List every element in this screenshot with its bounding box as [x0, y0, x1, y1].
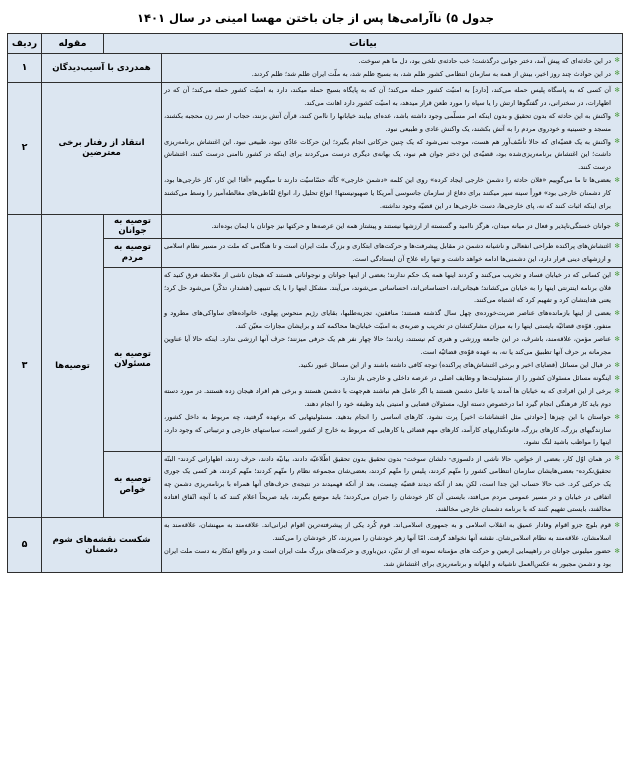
statement-text: در این حادثه‌ای که پیش آمد، دختر جوانی درگذشت؛ خب حادثه‌ی تلخی بود، دل ما هم سوخت. — [358, 56, 611, 65]
asterisk-bullet-icon — [616, 71, 620, 75]
statement-text: این کسانی که در خیابان فساد و تخریب می‌کنند و کردند اینها همه یک حکم ندارند؛ بعضی از اینها جوانان و نوجوانانی هستند که هیجان ناشی از ملاحظه فرق کنید که فلان برنامه اینترنتی اینها را به خیابان می‌کشاند؛ هیجانی‌اند، احساساتی‌اند، احساساتی می‌شوند، می‌آیند. مشکل اینها را با یک تنبیهی (هشدار، تذکّر) می‌شود حل کرد؛ یعنی هدایتشان کرد و تفهیم کرد که اشتباه می‌کنند. — [164, 270, 611, 305]
statement-text: برخی از این افرادی که به خیابان ها آمدند یا عامل دشمن هستند یا اگر عامل هم نباشند هم‌جهت با دشمن هستند و برخی هم افراد هیجان زده هستند. در مورد دسته دوم باید کار فرهنگی انجام گیرد اما درخصوص دسته اول، مسئولان قضایی و امنیتی باید وظیفه خود را انجام دهند. — [164, 387, 611, 409]
statement-text: اینگونه مسائل مسئولان کشور را از مسئولیت‌ها و وظایف اصلی در عرصه داخلی و خارجی باز ندارد. — [340, 374, 611, 383]
statement-item — [164, 372, 620, 385]
row-number-cell: ۵ — [7, 518, 41, 573]
category-cell: همدردی با آسیب‌دیدگان — [41, 53, 161, 82]
page-title: جدول ۵) ناآرامی‌ها پس از جان باختن مهسا امینی در سال ۱۴۰۱ — [136, 11, 495, 25]
subcategory-cell: توصیه به جوانان — [103, 214, 161, 238]
statement-list — [164, 240, 620, 265]
statement-item — [164, 55, 620, 68]
asterisk-bullet-icon — [616, 139, 620, 143]
statements-cell — [162, 239, 623, 268]
statements-cell — [162, 53, 623, 82]
statement-text: واکنش به این حادثه که بدون تحقیق و بدون اینکه امر مسلّمی وجود داشته باشد، عده‌ای بیایند خیابانها را ناامن کنند، قرآن آتش بزنند، حجاب از سر زن محجبه بکشند، مسجد و حسینیه و خودروی مردم را به آتش بکشند، یک واکنش عادی و طبیعی نبود. — [164, 111, 611, 133]
asterisk-bullet-icon — [616, 456, 620, 460]
statement-item — [164, 220, 620, 233]
asterisk-bullet-icon — [616, 244, 620, 248]
column-header-maqule: مقوله — [41, 33, 103, 53]
statement-item — [164, 174, 620, 212]
asterisk-bullet-icon — [616, 178, 620, 182]
statement-item — [164, 359, 620, 372]
statement-list — [164, 220, 620, 233]
statement-item — [164, 307, 620, 332]
row-number-cell: ۲ — [7, 83, 41, 215]
table-row — [7, 214, 622, 238]
statement-text: اغتشاش‌های پراکنده طراحی انفعالی و ناشیانه دشمن در مقابل پیشرفت‌ها و حرکت‌های ابتکاری و بزرگ ملت ایران است و تا هنگامی که ملت در مسیر نظام اسلامی و ارزشهای دینی قرار دارد، این دشمنی‌ها ادامه خواهد داشت و تنها راه علاج آن ایستادگی است. — [164, 242, 611, 263]
statements-table — [7, 33, 623, 573]
statement-item — [164, 411, 620, 449]
statement-item — [164, 110, 620, 135]
asterisk-bullet-icon — [616, 272, 620, 276]
statement-item — [164, 385, 620, 410]
statement-text: جوانان خستگی‌ناپذیر و فعال در میانه میدان، هرگز ناامید و گسسته از ارزشها نیستند و پیشتاز همه این عرصه‌ها و حرکتها نیز جوانان با ایمان بوده‌اند. — [211, 221, 611, 230]
statement-item — [164, 519, 620, 544]
statement-text: در این حوادث چند روز اخیر، بیش از همه به سازمان انتظامی کشور ظلم شد، به بسیج ظلم شد، به ملّت ایران ظلم شد؛ ظلم کردند. — [251, 69, 611, 78]
statement-list — [164, 453, 620, 516]
asterisk-bullet-icon — [616, 523, 620, 527]
statement-item — [164, 240, 620, 265]
category-cell: توصیه‌ها — [41, 214, 103, 518]
table-row — [7, 518, 622, 573]
subcategory-cell: توصیه به مردم — [103, 239, 161, 268]
asterisk-bullet-icon — [616, 113, 620, 117]
statement-item — [164, 453, 620, 516]
column-header-radif: ردیف — [7, 33, 41, 53]
statement-text: بعضی‌ها تا ما می‌گوییم «فلان حادثه را دشمن خارجی ایجاد کرده» روی این کلمه «دشمن خارجی» کأنّه حسّاسیّت دارند تا میگوییم «آقا! این کار، کار خارجی‌ها بود، کار دشمنان خارجی بود» فوراً سینه سپر میکنند برای دفاع از سازمان جاسوسی آمریکا یا صهیونیستها! انواع تحلیل را، انواع لفّاظی‌های مغالطه‌آمیز را وسط می‌کشند برای اینکه اثبات کنند که نه، پای خارجی‌ها، دست خارجی‌ها در این قضیّه وجود نداشته. — [164, 176, 611, 210]
asterisk-bullet-icon — [616, 337, 620, 341]
statements-cell — [162, 83, 623, 215]
statement-list — [164, 84, 620, 212]
statement-item — [164, 269, 620, 307]
statement-text: واکنش به یک قضیّه‌ای که حالا تأسّف‌آور هم هست، موجب نمی‌شود که یک چنین حرکاتی انجام بگیرد؛ این حرکات عادّی نبود، طبیعی نبود. این اغتشاش برنامه‌ریزی داشت؛ این اغتشاش برنامه‌ریزی‌شده بود، قضیّه‌ی این دختر جوان هم نبود، یک بهانه‌ی دیگری درست می‌کردند برای اینکه در کشور ناامنی درست کنند، اغتشاش درست کنند. — [164, 137, 611, 172]
statement-text: بعضی از اینها بازمانده‌های عناصر ضربت‌خورده‌ی چهل سال گذشته هستند: منافقین، تجزیه‌طلبها، بقایای رژیم منحوس پهلوی، خانواده‌های ساواکی‌های مطرود و منفور. قوّه‌ی قضائیّه بایستی اینها را به میزان مشارکتشان در تخریب و ضربه‌ی به امنیّت خیابان‌ها محاکمه کند و برایشان مجازات معیّن کند. — [164, 309, 611, 331]
statement-item — [164, 84, 620, 109]
statement-item — [164, 136, 620, 174]
row-number-cell: ۳ — [7, 214, 41, 518]
statement-item — [164, 545, 620, 570]
statements-cell — [162, 267, 623, 451]
category-cell: انتقاد از رفتار برخی معترضین — [41, 83, 161, 215]
table-header — [7, 33, 622, 53]
statement-text: آن کسی که به پاسگاه پلیس حمله می‌کند، [دارد] به امنیّت کشور حمله می‌کند؛ آن که به پایگاه بسیج حمله میکند، دارد به امنیّت کشور حمله می‌کند؛ آن که در اظهارات، در سخنرانی، در گفتگوها ارتش را یا سپاه را مورد طعن قرار میدهد، به امنیّت کشور دارد اهانت می‌کند. — [164, 86, 611, 107]
asterisk-bullet-icon — [616, 311, 620, 315]
statement-text: حواستان با این چیزها [حوادثی مثل اغتشاشات اخیر] پرت نشود. کارهای اساسی را انجام بدهید. مسئولیتهایی که برعهده گرفتید، چه مربوط به داخل کشور، سازندگیهای بزرگ، کارهای بزرگ، قانونگذاریهای کارآمد، کارهای مهم قضائی یا کارهایی که مربوط به خارج از کشور است، سیاستهای خارجی و ترتیباتی که وجود دارد، اینها را مواظب باشید لنگ نشود. — [164, 413, 611, 447]
column-header-bayanat: بیانات — [103, 33, 622, 53]
subcategory-cell: توصیه به مسئولان — [103, 267, 161, 451]
asterisk-bullet-icon — [616, 363, 620, 367]
statement-text: عناصر مؤمن، علاقه‌مند، باشرف، در این جامعه ورزشی و هنری کم نیستند، زیادند؛ حالا چهار نفر هم یک حرفی میزنند؛ حرف آنها ارزشی ندارد. اینکه حالا آیا عناوین مجرمانه بر حرف آنها تطبیق می‌کند یا نه، به عهده قوّه‌ی قضائیّه است. — [164, 335, 611, 356]
table-row — [7, 83, 622, 215]
asterisk-bullet-icon — [616, 88, 620, 92]
table-row — [7, 53, 622, 82]
statement-text: قوم بلوچ جزو اقوام وفادار عمیق به انقلاب اسلامی و به جمهوری اسلامی‌اند. قوم کُرد یکی از پیشرفته‌ترین اقوام ایرانی‌اند. علاقه‌مند به میهنشان، علاقه‌مند به اسلامشان، علاقه‌مند به نظام اسلامی‌شان. نقشه آنها نخواهد گرفت. امّا آنها زهر خودشان را میریزند، کار خودشان را می‌کنند. — [164, 521, 611, 543]
statements-cell — [162, 451, 623, 518]
statement-text: در قبال این مسائل (قضایای اخیر و برخی اغتشاش‌های پراکنده) توجه کافی داشته باشند و از این مسائل عبور نکنید. — [298, 361, 611, 370]
asterisk-bullet-icon — [616, 58, 620, 62]
statement-list — [164, 269, 620, 449]
statement-list — [164, 519, 620, 570]
table-body — [7, 53, 622, 572]
asterisk-bullet-icon — [616, 376, 620, 380]
table-header-row — [7, 33, 622, 53]
asterisk-bullet-icon — [616, 223, 620, 227]
asterisk-bullet-icon — [616, 549, 620, 553]
statements-cell — [162, 518, 623, 573]
row-number-cell: ۱ — [7, 53, 41, 82]
statement-list — [164, 55, 620, 81]
statement-item — [164, 68, 620, 81]
asterisk-bullet-icon — [616, 389, 620, 393]
statements-cell — [162, 214, 623, 238]
statement-text: حضور میلیونی جوانان در راهپیمایی اربعین و حرکت های مؤمنانه نمونه ای از تدیّن، دین‌باوری و حرکت‌های بزرگ ملت ایران است و در واقع ابتکار به دست ملت ایران بود و دشمن مجبور به عکس‌العمل ناشیانه و ابلهانه و برنامه‌ریزی برای اغتشاش شد. — [164, 547, 611, 568]
category-cell: شکست نقشه‌های شوم دشمنان — [41, 518, 161, 573]
statement-text: در همان اوّل کار، بعضی از خواص، حالا ناشی از دلسوزی- دلشان سوخت- بدون تحقیق بدون تحقیق اطّلاعیّه دادند، بیانیّه دادند، حرف زدند، اظهاراتی کردند- البتّه تحقیق‌نکرده- بعضی‌هایشان سازمان انتظامی کشور را متّهم کردند، پلیس را متّهم کردند، بعضی‌شان مجموعه نظام را متّهم کردند؛ متّهم کردند، هر کسی یک جوری یک حرکتی کرد. خب حالا حساب این جدا است، لکن بعد از آنکه دیدند قضیّه چیست، بعد از آنکه فهمیدند در نتیجه‌ی حرف‌های آنها همراه با برنامه‌ریزی دشمن چه اتفاقی در خیابان و در مسیر عمومی مردم می‌افتد، بایستی آن کار خودشان را جبران می‌کردند؛ باید موضع بگیرند، باید صریحاً اعلام کنند که با آنچه اتّفاق افتاده مخالفند، بایستی تفهیم کنند که با برنامه دشمنان خارجی مخالفند. — [164, 454, 611, 514]
asterisk-bullet-icon — [616, 415, 620, 419]
statement-item — [164, 333, 620, 358]
subcategory-cell: توصیه به خواص — [103, 451, 161, 518]
